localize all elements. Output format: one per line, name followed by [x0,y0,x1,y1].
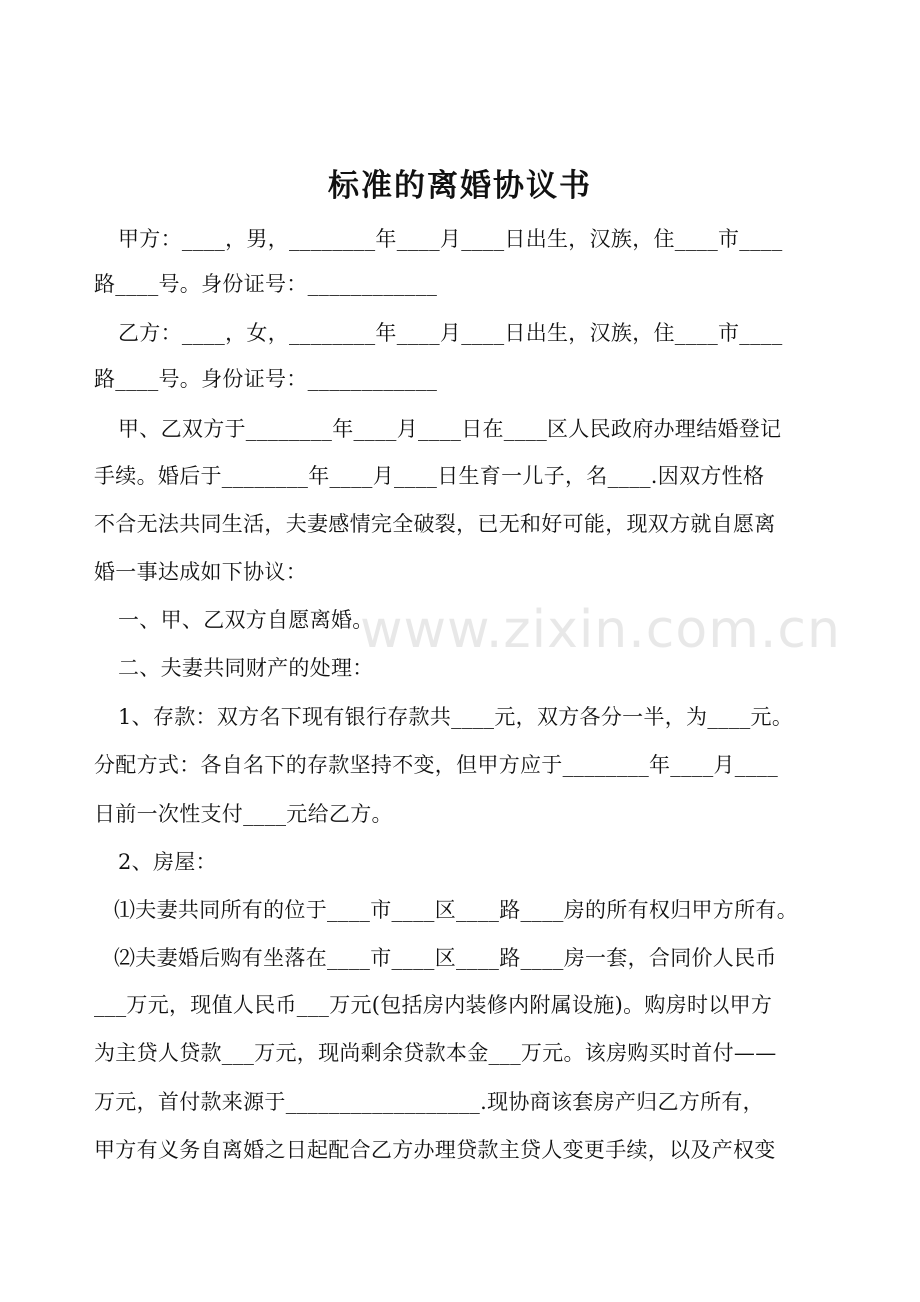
paragraph-line: 甲方：____，男，________年____月____日出生，汉族，住____市____ [118,227,783,251]
paragraph-line: 一、甲、乙双方自愿离婚。 [118,608,374,632]
paragraph-line: 婚一事达成如下协议： [94,560,307,584]
paragraph-line: 万元，首付款来源于__________________.现协商该套房产归乙方所有， [94,1090,764,1114]
paragraph-line: 分配方式：各自名下的存款坚持不变，但甲方应于________年____月____ [94,753,778,777]
paragraph-line: 二、夫妻共同财产的处理： [118,656,374,680]
paragraph-line: 手续。婚后于________年____月____日生育一儿子，名____.因双方性格 [94,464,765,488]
paragraph-line: 路____号。身份证号：____________ [94,367,438,391]
paragraph-line: 不合无法共同生活，夫妻感情完全破裂，已无和好可能，现双方就自愿离 [94,512,776,536]
watermark: www.zixin.com.cn [360,600,841,660]
paragraph-line: 路____号。身份证号：____________ [94,272,438,296]
paragraph-line: ⑴夫妻共同所有的位于____市____区____路____房的所有权归甲方所有。 [114,898,798,922]
paragraph-line: 为主贷人贷款___万元，现尚剩余贷款本金___万元。该房购买时首付—— [94,1041,777,1065]
paragraph-line: 2、房屋： [118,850,217,874]
paragraph-line: 日前一次性支付____元给乙方。 [94,802,393,826]
paragraph-line: 乙方：____，女，________年____月____日出生，汉族，住____市____ [118,321,783,345]
paragraph-line: 甲方有义务自离婚之日起配合乙方办理贷款主贷人变更手续，以及产权变 [94,1138,776,1162]
paragraph-line: ⑵夫妻婚后购有坐落在____市____区____路____房一套，合同价人民币 [114,946,777,970]
paragraph-line: 甲、乙双方于________年____月____日在____区人民政府办理结婚登记 [118,417,782,441]
paragraph-line: 1、存款：双方名下现有银行存款共____元，双方各分一半，为____元。 [118,705,794,729]
paragraph-line: ___万元，现值人民币___万元(包括房内装修内附属设施)。购房时以甲方 [94,993,773,1017]
document-title: 标准的离婚协议书 [328,168,592,204]
